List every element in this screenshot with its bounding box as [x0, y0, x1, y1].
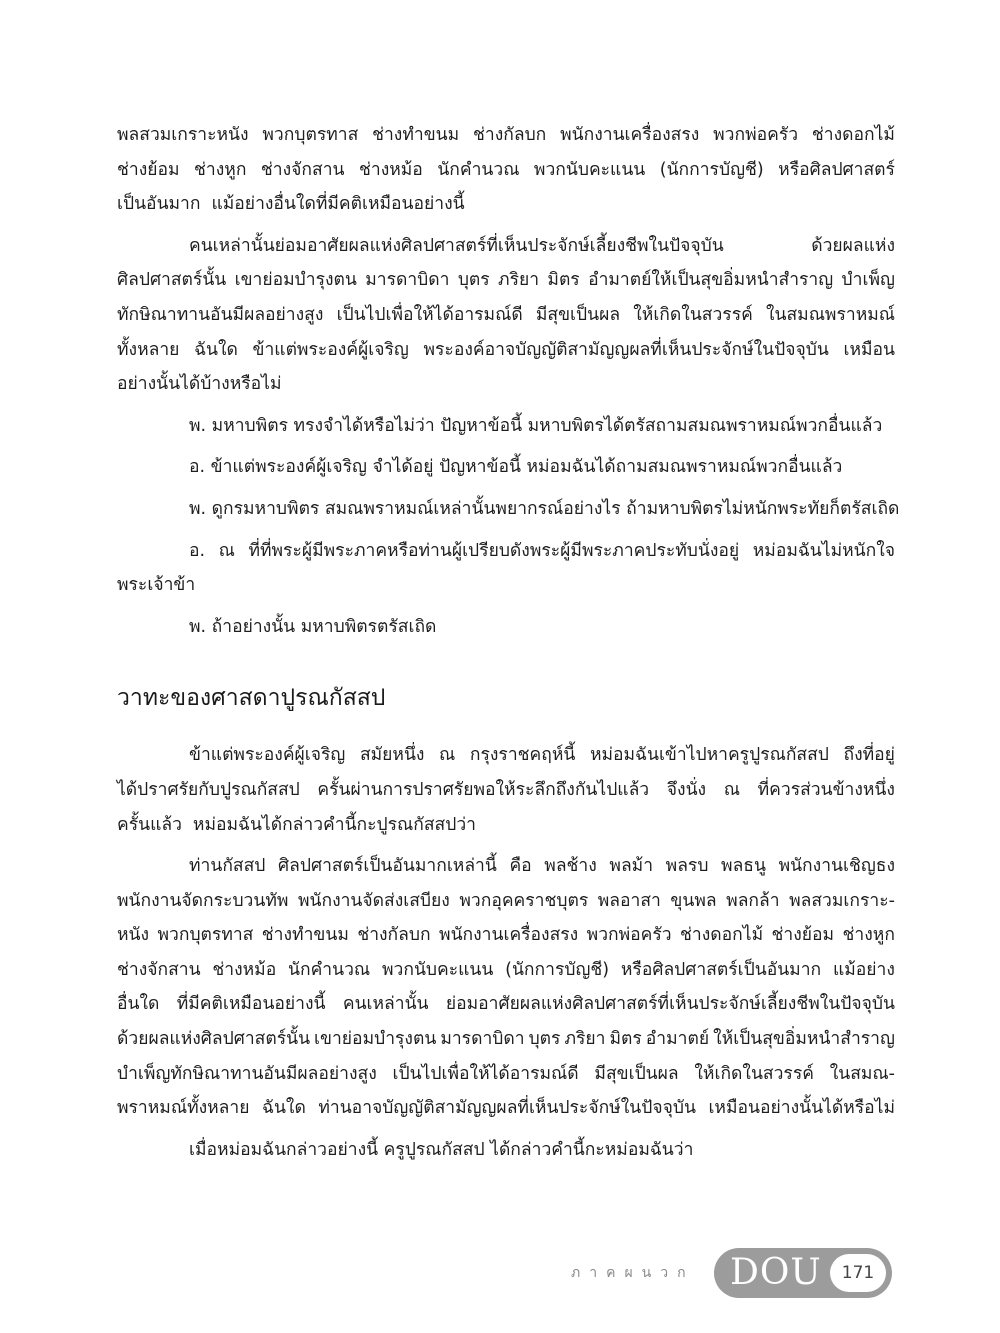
dou-logo: DOU: [730, 1252, 822, 1293]
text-line: ทักษิณาทานอันมีผลอย่างสูง เป็นไปเพื่อให้ได้อารมณ์ดี มีสุขเป็นผล ให้เกิดในสวรรค์ ในสมณพราหมณ์: [117, 304, 895, 325]
text-line: ด้วยผลแห่งศิลปศาสตร์นั้น เขาย่อมบำรุงตน มารดาบิดา บุตร ภริยา มิตร อำมาตย์ ให้เป็นสุขอิ่มหนำสำราญ: [117, 1029, 895, 1050]
text-line: พลสวมเกราะหนัง พวกบุตรทาส ช่างทำขนม ช่างกัลบก พนักงานเครื่องสรง พวกพ่อครัว ช่างดอกไม้: [117, 125, 895, 145]
dialogue-line: พระเจ้าข้า: [117, 575, 196, 596]
dialogue-line: พ. ดูกรมหาบพิตร สมณพราหมณ์เหล่านั้นพยากรณ์อย่างไร ถ้ามหาบพิตรไม่หนักพระทัยก็ตรัสเถิด: [189, 498, 900, 519]
text-line: คนเหล่านั้นย่อมอาศัยผลแห่งศิลปศาสตร์ที่เห็นประจักษ์เลี้ยงชีพในปัจจุบัน ด้วยผลแห่ง: [189, 235, 895, 256]
text-line: อย่างนั้นได้บ้างหรือไม่: [117, 374, 282, 395]
text-line: ครั้นแล้ว หม่อมฉันได้กล่าวคำนี้กะปูรณกัสสปว่า: [117, 814, 476, 835]
text-line: ช่างจักสาน ช่างหม้อ นักคำนวณ พวกนับคะแนน (นักการบัญชี) หรือศิลปศาสตร์เป็นอันมาก แม้อย่าง: [117, 959, 895, 980]
text-line: พนักงานจัดกระบวนทัพ พนักงานจัดส่งเสบียง พวกอุคคราชบุตร พลอาสา ขุนพล พลกล้า พลสวมเกราะ-: [117, 890, 895, 911]
text-line: พราหมณ์ทั้งหลาย ฉันใด ท่านอาจบัญญัติสามัญญผลที่เห็นประจักษ์ในปัจจุบัน เหมือนอย่างนั้นได้หรือไม่: [117, 1098, 895, 1119]
dialogue-line: อ. ณ ที่ที่พระผู้มีพระภาคหรือท่านผู้เปรียบดังพระผู้มีพระภาคประทับนั่งอยู่ หม่อมฉันไม่หนักใจ: [189, 540, 895, 561]
page-body: [117, 118, 900, 1167]
page-number: 171: [830, 1254, 886, 1292]
section-heading: วาทะของศาสดาปูรณกัสสป: [117, 685, 386, 712]
text-line: ได้ปราศรัยกับปูรณกัสสป ครั้นผ่านการปราศรัยพอให้ระลึกถึงกันไปแล้ว จึงนั่ง ณ ที่ควรส่วนข้างหนึ่ง: [117, 779, 895, 800]
dialogue-line: พ. ถ้าอย่างนั้น มหาบพิตรตรัสเถิด: [189, 616, 437, 637]
paragraph-1: [117, 118, 895, 222]
paragraph-5: เมื่อหม่อมฉันกล่าวอย่างนี้ ครูปูรณกัสสป ได้กล่าวคำนี้กะหม่อมฉันว่า: [189, 1139, 694, 1160]
text-line: ช่างย้อม ช่างหูก ช่างจักสาน ช่างหม้อ นักคำนวณ พวกนับคะแนน (นักการบัญชี) หรือศิลปศาสตร์: [117, 159, 895, 180]
paragraph-3: [117, 738, 895, 842]
text-line: ทั้งหลาย ฉันใด ข้าแต่พระองค์ผู้เจริญ พระองค์อาจบัญญัติสามัญญผลที่เห็นประจักษ์ในปัจจุบัน เหมือน: [117, 339, 895, 360]
text-line: ศิลปศาสตร์นั้น เขาย่อมบำรุงตน มารดาบิดา บุตร ภริยา มิตร อำมาตย์ให้เป็นสุขอิ่มหนำสำราญ บำเพ็ญ: [117, 270, 895, 291]
paragraph-4: [117, 849, 895, 1126]
dialogue-block: [117, 409, 900, 645]
text-line: อื่นใด ที่มีคติเหมือนอย่างนี้ คนเหล่านั้น ย่อมอาศัยผลแห่งศิลปศาสตร์ที่เห็นประจักษ์เลี้ยงชีพในปัจจุบัน: [117, 994, 895, 1015]
text-line: ท่านกัสสป ศิลปศาสตร์เป็นอันมากเหล่านี้ คือ พลช้าง พลม้า พลรบ พลธนู พนักงานเชิญธง: [189, 856, 895, 877]
text-line: หนัง พวกบุตรทาส ช่างทำขนม ช่างกัลบก พนักงานเครื่องสรง พวกพ่อครัว ช่างดอกไม้ ช่างย้อม ช่างหูก: [117, 925, 895, 946]
text-line: ข้าแต่พระองค์ผู้เจริญ สมัยหนึ่ง ณ กรุงราชคฤห์นี้ หม่อมฉันเข้าไปหาครูปูรณกัสสป ถึงที่อยู่: [189, 745, 895, 766]
text-line: บำเพ็ญทักษิณาทานอันมีผลอย่างสูง เป็นไปเพื่อให้ได้อารมณ์ดี มีสุขเป็นผล ให้เกิดในสวรรค์ ในสมณ-: [117, 1063, 895, 1084]
dialogue-line: พ. มหาบพิตร ทรงจำได้หรือไม่ว่า ปัญหาข้อนี้ มหาบพิตรได้ตรัสถามสมณพราหมณ์พวกอื่นแล้ว: [189, 415, 883, 436]
dialogue-line: อ. ข้าแต่พระองค์ผู้เจริญ จำได้อยู่ ปัญหาข้อนี้ หม่อมฉันได้ถามสมณพราหมณ์พวกอื่นแล้ว: [189, 457, 843, 478]
text-line: เป็นอันมาก แม้อย่างอื่นใดที่มีคติเหมือนอย่างนี้: [117, 194, 465, 215]
footer-section-label: ภาคผนวก: [571, 1265, 695, 1281]
paragraph-2: [117, 229, 895, 402]
